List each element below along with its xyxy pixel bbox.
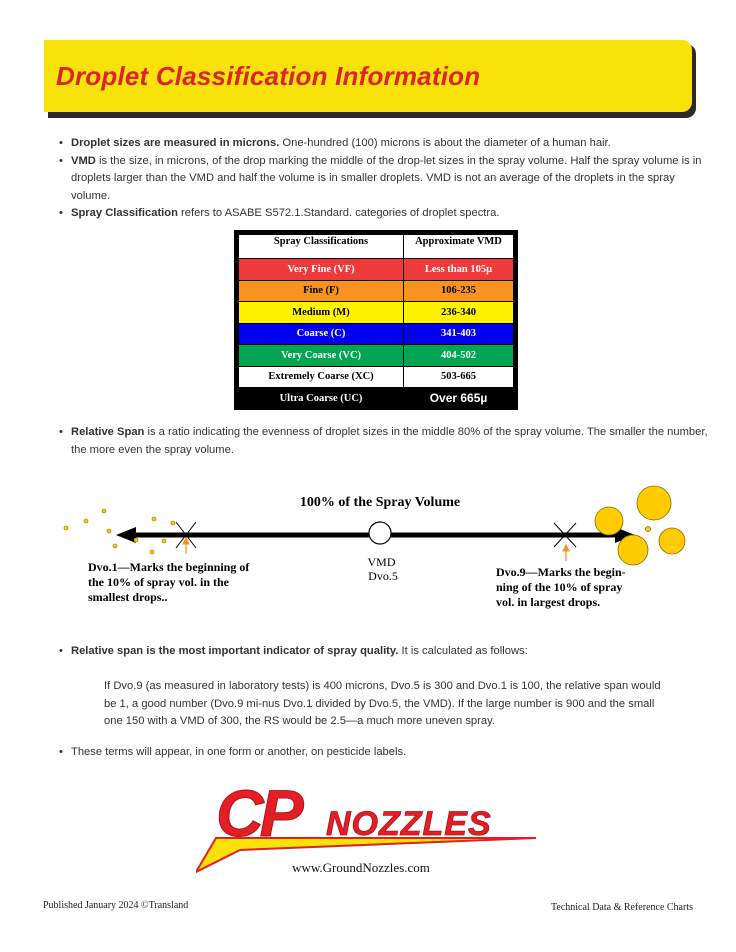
vmd-label <box>367 555 398 583</box>
label-line: Dvo.5 <box>368 569 398 583</box>
classification-cell: Very Coarse (VC) <box>239 345 404 367</box>
vmd-cell: 404-502 <box>404 345 514 367</box>
span-bullet-list <box>58 424 708 459</box>
relative-span-example: If Dvo.9 (as measured in laboratory tests) is 400 microns, Dvo.5 is 300 and Dvo.1 is 100, the relative span would be 1, a good number (Dvo.9 mi-nus Dvo.1 divided by Dvo.5, the VMD). If the large number is 900 and the small one 150 with a VMD of 300, the RS would be 2.5—a much more uneven spray. <box>104 680 661 727</box>
label-line: the 10% of spray vol. in the <box>88 575 229 589</box>
cp-nozzles-logo <box>196 778 546 878</box>
table-header-cell: Approximate VMD <box>404 235 514 259</box>
table-row <box>239 345 514 367</box>
label-line: Dvo.1—Marks the beginning of <box>88 560 250 574</box>
bullet-vmd <box>58 153 708 206</box>
vmd-cell: Over 665µ <box>404 388 514 410</box>
dvo9-label <box>496 565 629 609</box>
terms-bullet-list <box>58 744 708 762</box>
bullet-bold: Spray Classification <box>71 207 178 219</box>
dvo1-arrow <box>183 538 189 554</box>
bullet-text: refers to ASABE S572.1.Standard. categories of droplet spectra. <box>177 207 500 219</box>
table-row <box>239 259 514 281</box>
bullet-relative-span <box>58 424 708 459</box>
logo-cp: CP <box>216 778 300 850</box>
vmd-marker <box>369 522 391 544</box>
footer-section: Technical Data & Reference Charts <box>550 902 693 913</box>
bullet-droplet-sizes <box>58 135 708 153</box>
vmd-cell: 236-340 <box>404 302 514 324</box>
classification-cell: Very Fine (VF) <box>239 259 404 281</box>
bullet-terms: • These terms will appear, in one form or another, on pesticide labels. <box>58 744 708 762</box>
bullet-bold: Relative span is the most important indicator of spray quality. <box>71 645 399 657</box>
bullet-bold: VMD <box>71 154 96 167</box>
page-title: Droplet Classification Information <box>56 60 481 91</box>
dvo1-label <box>88 560 252 604</box>
dvo9-arrow <box>563 545 569 561</box>
vmd-cell: 341-403 <box>404 323 514 345</box>
bullet-bold: Droplet sizes are measured in microns. <box>71 137 280 149</box>
bullet-relative-span-importance <box>58 643 708 661</box>
table-row <box>239 388 514 410</box>
axis-arrow-left <box>116 527 136 543</box>
bullet-text: It is calculated as follows: <box>398 645 528 657</box>
spray-volume-diagram <box>60 482 700 612</box>
classification-cell: Fine (F) <box>239 280 404 302</box>
intro-bullets <box>58 135 708 223</box>
large-droplets <box>595 486 685 565</box>
spray-classification-table <box>234 230 518 410</box>
bullet-spray-classification <box>58 205 708 223</box>
logo-nozzles: NOZZLES <box>326 805 492 843</box>
classification-cell: Ultra Coarse (UC) <box>239 388 404 410</box>
bullet-text: is the size, in microns, of the drop marking the middle of the drop-let sizes in the spray volume. Half the spray volume is in droplets larger than the VMD and half the volume is in smaller droplets. VMD is not an average of the droplets in the spray volume. <box>71 154 702 202</box>
logo-url: www.GroundNozzles.com <box>292 860 430 875</box>
footer-published: Published January 2024 ©Transland <box>43 900 189 911</box>
relative-span-bullet-list <box>58 643 708 661</box>
bullet-text: One-hundred (100) microns is about the diameter of a human hair. <box>279 137 611 149</box>
classification-cell: Medium (M) <box>239 302 404 324</box>
bullet-bold: Relative Span <box>71 426 145 438</box>
label-line: vol. in largest drops. <box>496 595 601 609</box>
vmd-cell: Less than 105µ <box>404 259 514 281</box>
diagram-title: 100% of the Spray Volume <box>299 495 461 510</box>
classification-cell: Coarse (C) <box>239 323 404 345</box>
label-line: Dvo.9—Marks the begin- <box>496 565 626 579</box>
label-line: smallest drops.. <box>88 590 168 604</box>
small-droplets <box>64 509 175 554</box>
label-line: ning of the 10% of spray <box>496 580 623 594</box>
title-banner <box>44 40 692 112</box>
vmd-cell: 106-235 <box>404 280 514 302</box>
classification-cell: Extremely Coarse (XC) <box>239 366 404 388</box>
label-line: VMD <box>367 555 396 569</box>
table-row <box>239 302 514 324</box>
table-row <box>239 366 514 388</box>
table-row <box>239 280 514 302</box>
table-header-cell: Spray Classifications <box>239 235 404 259</box>
bullet-text: is a ratio indicating the evenness of droplet sizes in the middle 80% of the spray volume. The smaller the number, the more even the spray volume. <box>71 426 708 456</box>
table-header-row <box>239 235 514 259</box>
vmd-cell: 503-665 <box>404 366 514 388</box>
table-row <box>239 323 514 345</box>
